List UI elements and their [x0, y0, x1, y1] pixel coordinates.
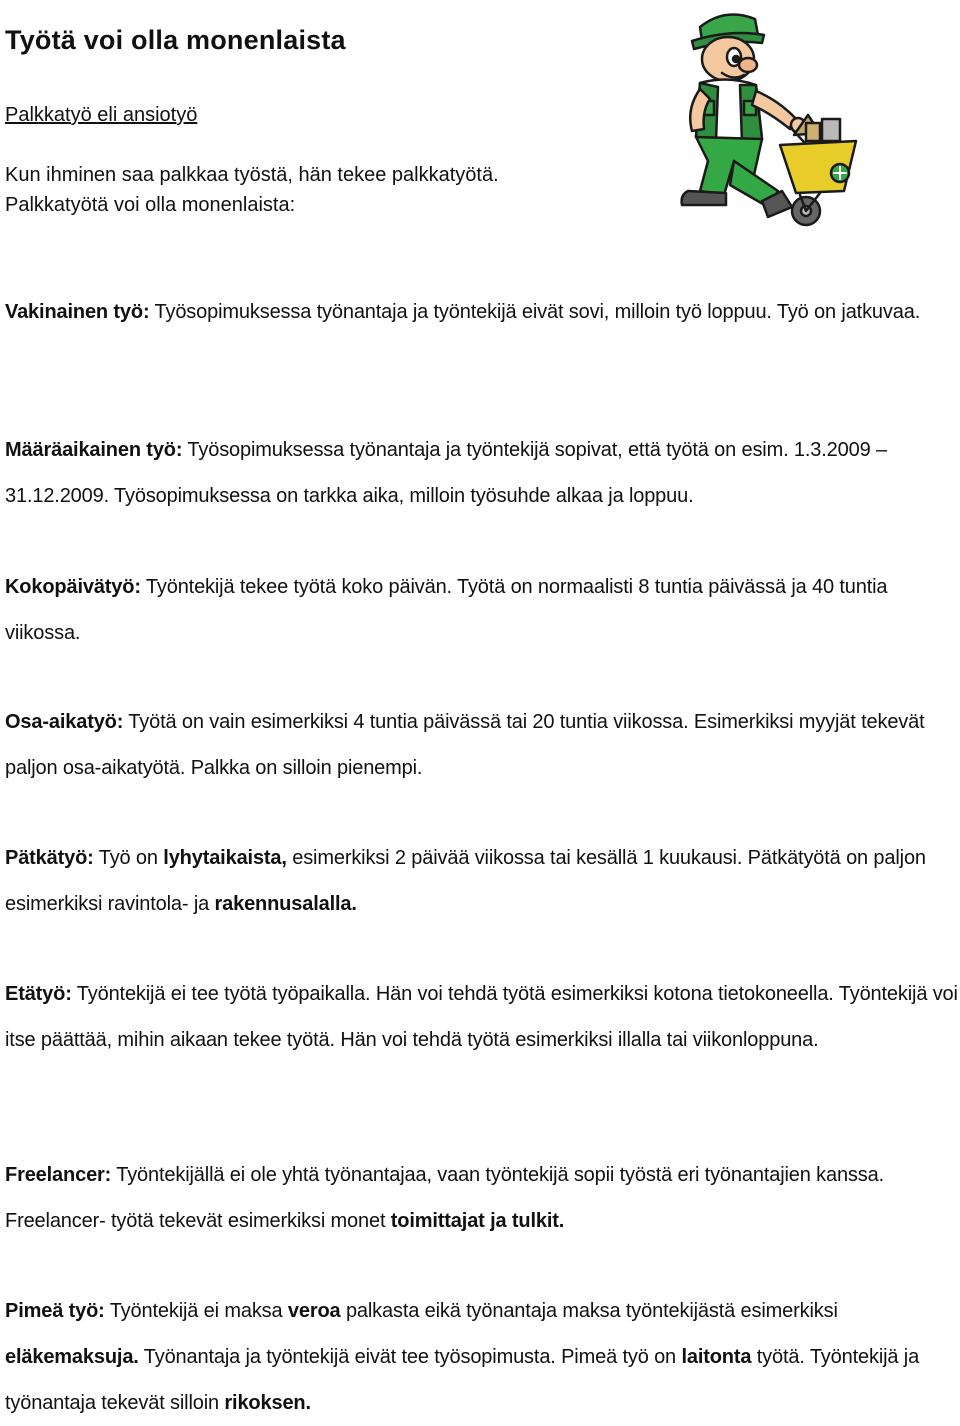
section-text: esimerkiksi 2 päivää viikossa tai kesällä 1 kuukausi. Pätkätyötä on paljon esimerkiksi ravintola- ja: [5, 847, 926, 915]
emphasis-text: toimittajat ja tulkit.: [390, 1210, 565, 1232]
section-etatyo: [5, 971, 960, 1063]
emphasis-text: lyhytaikaista,: [163, 847, 287, 869]
emphasis-text: rakennusalalla.: [214, 893, 357, 915]
emphasis-text: eläkemaksuja.: [5, 1346, 139, 1368]
section-term: Kokopäivätyö:: [5, 576, 141, 598]
section-text: työtä. Työntekijä ja työnantaja tekevät silloin: [5, 1346, 920, 1414]
section-text: Työntekijällä ei ole yhtä työnantajaa, vaan työntekijä sopii työstä eri työnantajien kanssa. Freelancer- työtä tekevät esimerkiksi monet: [5, 1164, 885, 1232]
emphasis-text: rikoksen.: [224, 1392, 311, 1414]
intro-line: Palkkatyötä voi olla monenlaista:: [5, 194, 296, 216]
emphasis-text: veroa: [287, 1300, 341, 1322]
section-term: Etätyö:: [5, 983, 72, 1005]
section-text: Työntekijä ei maksa: [104, 1300, 288, 1322]
section-text: Työnantaja ja työntekijä eivät tee työsopimusta. Pimeä työ on: [138, 1346, 682, 1368]
section-term: Freelancer:: [5, 1164, 112, 1186]
section-pimea-tyo: [5, 1288, 960, 1426]
section-freelancer: [5, 1152, 960, 1244]
section-text: Työtä on vain esimerkiksi 4 tuntia päivässä tai 20 tuntia viikossa. Esimerkiksi myyjät tekevät paljon osa-aikatyötä. Palkka on silloin pienempi.: [5, 711, 925, 779]
worker-with-wheelbarrow-illustration: [630, 5, 870, 245]
section-text: Työ on: [93, 847, 164, 869]
section-term: Määräaikainen työ:: [5, 439, 183, 461]
section-term: Vakinainen työ:: [5, 301, 150, 323]
section-patkatyo: [5, 835, 960, 927]
section-osa-aikatyo: [5, 699, 960, 791]
section-text: palkasta eikä työnantaja maksa työntekijästä esimerkiksi: [340, 1300, 838, 1322]
section-text: Työntekijä ei tee työtä työpaikalla. Hän voi tehdä työtä esimerkiksi kotona tietokoneella. Työntekijä voi itse päättää, mihin aikaan tekee työtä. Hän voi tehdä työtä esimerkiksi illalla tai viikonloppuna.: [5, 983, 958, 1051]
section-subtitle: Palkkatyö eli ansiotyö: [5, 104, 198, 126]
section-term: Pätkätyö:: [5, 847, 94, 869]
page-title: Työtä voi olla monenlaista: [5, 25, 346, 55]
intro-line: Kun ihminen saa palkkaa työstä, hän tekee palkkatyötä.: [5, 164, 499, 186]
emphasis-text: laitonta: [681, 1346, 752, 1368]
section-text: Työsopimuksessa työnantaja ja työntekijä sopivat, että työtä on esim. 1.3.2009 – 31.12.2009. Työsopimuksessa on tarkka aika, milloin työsuhde alkaa ja loppuu.: [5, 439, 887, 507]
intro-paragraph: [5, 160, 625, 220]
section-kokopaivatyo: [5, 564, 960, 656]
section-term: Pimeä työ:: [5, 1300, 105, 1322]
section-text: Työsopimuksessa työnantaja ja työntekijä eivät sovi, milloin työ loppuu. Työ on jatkuvaa.: [149, 301, 921, 323]
section-vakinainen-tyo: [5, 289, 960, 335]
section-maaraaikainen-tyo: [5, 427, 960, 519]
section-text: Työntekijä tekee työtä koko päivän. Työtä on normaalisti 8 tuntia päivässä ja 40 tuntia viikossa.: [5, 576, 888, 644]
section-term: Osa-aikatyö:: [5, 711, 124, 733]
